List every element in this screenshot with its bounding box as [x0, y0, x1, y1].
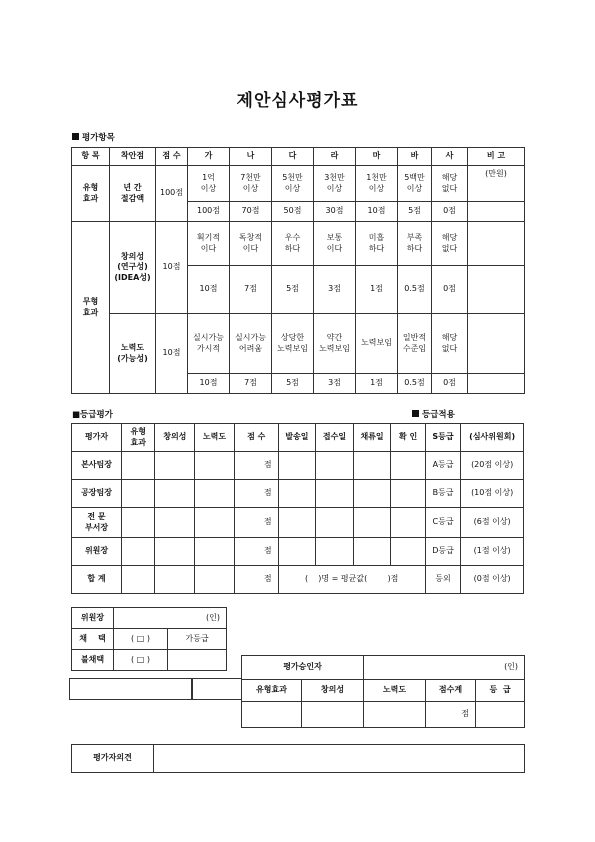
blank-field — [69, 678, 192, 700]
grade-range: (6점 이상) — [461, 508, 524, 538]
score-cell[interactable]: 점 — [234, 480, 278, 508]
note-cell — [468, 314, 525, 374]
level-cell: 실시가능 어려움 — [230, 314, 272, 374]
total-score[interactable]: 점 — [234, 566, 278, 594]
approver-seal[interactable]: (인) — [364, 656, 525, 680]
level-cell: 노력보임 — [356, 314, 398, 374]
header-da: 다 — [272, 148, 314, 166]
points-cell: 0점 — [432, 202, 468, 222]
header-score: 점 수 — [234, 424, 278, 452]
points-cell: 0.5점 — [398, 374, 432, 394]
table-row — [72, 452, 524, 480]
level-cell: 일반적 수준임 — [398, 314, 432, 374]
header-point: 착안점 — [110, 148, 156, 166]
input-cell[interactable] — [391, 538, 425, 566]
points-cell: 1점 — [356, 374, 398, 394]
input-cell[interactable] — [316, 480, 354, 508]
opinion-table — [71, 744, 525, 773]
input-cell[interactable] — [155, 508, 195, 538]
level-cell: 해당 없다 — [432, 314, 468, 374]
grade-table — [71, 423, 524, 594]
input-cell[interactable] — [353, 452, 391, 480]
note-cell — [468, 374, 525, 394]
input-cell[interactable] — [278, 538, 316, 566]
square-bullet-icon — [412, 410, 419, 417]
header-effort: 노력도 — [364, 680, 426, 702]
input-cell[interactable] — [391, 480, 425, 508]
header-received-date: 접수일 — [316, 424, 354, 452]
level-cell: 보통 이다 — [314, 222, 356, 266]
score-cell[interactable]: 점 — [234, 538, 278, 566]
blank-field — [192, 678, 242, 700]
grade-range: (10점 이상) — [461, 480, 524, 508]
input-cell[interactable] — [122, 538, 155, 566]
header-grade-s: S등급 — [425, 424, 460, 452]
page-title: 제안심사평가표 — [236, 91, 359, 111]
table-row — [72, 538, 524, 566]
evaluation-table — [71, 147, 525, 394]
level-cell: 미흡 하다 — [356, 222, 398, 266]
level-cell: 5백만 이상 — [398, 166, 432, 202]
header-confirm: 확 인 — [391, 424, 425, 452]
input-cell[interactable] — [195, 480, 235, 508]
category-tangible: 유형 효과 — [72, 166, 110, 222]
header-ra: 라 — [314, 148, 356, 166]
input-cell[interactable] — [353, 480, 391, 508]
input-cell[interactable] — [353, 538, 391, 566]
level-cell: 5천만 이상 — [272, 166, 314, 202]
row-label: 위원장 — [72, 538, 122, 566]
input-cell[interactable] — [195, 566, 235, 594]
section-grade-eval: ■등급평가 — [72, 410, 113, 420]
header-evaluator: 평가자 — [72, 424, 122, 452]
points-cell: 7점 — [230, 266, 272, 314]
input-cell[interactable] — [155, 452, 195, 480]
note-cell — [468, 266, 525, 314]
points-cell: 1점 — [356, 266, 398, 314]
points-cell: 50점 — [272, 202, 314, 222]
level-cell: 해당 없다 — [432, 166, 468, 202]
approver-table — [241, 655, 525, 728]
level-cell: 획기적 이다 — [188, 222, 230, 266]
input-cell[interactable] — [316, 538, 354, 566]
grade-name: B등급 — [425, 480, 460, 508]
input-cell[interactable] — [316, 452, 354, 480]
header-committee: (심사위원회) — [461, 424, 524, 452]
input-cell[interactable] — [353, 508, 391, 538]
points-cell: 3점 — [314, 266, 356, 314]
header-stay-days: 채류일 — [353, 424, 391, 452]
input-cell[interactable] — [278, 480, 316, 508]
points-cell: 5점 — [272, 266, 314, 314]
points-cell: 3점 — [314, 374, 356, 394]
section-grade-apply — [412, 408, 455, 420]
input-cell[interactable] — [155, 566, 195, 594]
points-cell: 5점 — [272, 374, 314, 394]
header-ma: 마 — [356, 148, 398, 166]
grade-range: (1점 이상) — [461, 538, 524, 566]
input-cell[interactable] — [122, 480, 155, 508]
point-effort: 노력도 (가능성) — [110, 314, 156, 394]
grade-ga: 가등급 — [168, 629, 227, 650]
points-cell: 10점 — [188, 266, 230, 314]
input-cell[interactable] — [122, 566, 155, 594]
table-row — [72, 508, 524, 538]
row-label: 본사팀장 — [72, 452, 122, 480]
note-cell — [468, 202, 525, 222]
reject-label: 불채택 — [72, 650, 114, 671]
input-cell[interactable] — [242, 702, 302, 728]
row-label: 공장팀장 — [72, 480, 122, 508]
level-cell: 우수 하다 — [272, 222, 314, 266]
input-cell[interactable] — [364, 702, 426, 728]
level-cell: 해당 없다 — [432, 222, 468, 266]
points-cell: 0점 — [432, 266, 468, 314]
score-tangible: 100점 — [156, 166, 188, 222]
header-tangible: 유형효과 — [242, 680, 302, 702]
header-creativity: 창의성 — [155, 424, 195, 452]
score-creativity: 10점 — [156, 222, 188, 314]
header-sent-date: 발송일 — [278, 424, 316, 452]
approver-label: 평가승인자 — [242, 656, 364, 680]
section-label: 등급적용 — [422, 410, 455, 420]
point-annual-savings: 년 간 절감액 — [110, 166, 156, 222]
header-note: 비 고 — [468, 148, 525, 166]
grade-name: D등급 — [425, 538, 460, 566]
score-cell[interactable]: 점 — [234, 452, 278, 480]
category-intangible: 무형 효과 — [72, 222, 110, 394]
input-cell[interactable] — [302, 702, 364, 728]
input-cell[interactable] — [476, 702, 525, 728]
points-cell: 100점 — [188, 202, 230, 222]
points-cell: 0점 — [432, 374, 468, 394]
opinion-input[interactable] — [154, 745, 525, 773]
header-grade: 등 급 — [476, 680, 525, 702]
grade-name: C등급 — [425, 508, 460, 538]
section-label: 평가항목 — [82, 133, 115, 143]
average-formula[interactable]: ( )명 = 평균값( )점 — [278, 566, 425, 594]
reject-checkbox[interactable]: ( □ ) — [114, 650, 168, 671]
level-cell: 실시가능 가시적 — [188, 314, 230, 374]
level-cell: 1천만 이상 — [356, 166, 398, 202]
square-bullet-icon — [72, 133, 79, 140]
header-score: 점 수 — [156, 148, 188, 166]
grade-name: A등급 — [425, 452, 460, 480]
chair-seal[interactable]: (인) — [114, 608, 227, 629]
points-cell: 0.5점 — [398, 266, 432, 314]
points-cell: 70점 — [230, 202, 272, 222]
grade-name: 등외 — [425, 566, 460, 594]
opinion-label: 평가자의견 — [72, 745, 154, 773]
input-cell[interactable] — [391, 508, 425, 538]
input-cell[interactable] — [278, 508, 316, 538]
level-cell: 약간 노력보임 — [314, 314, 356, 374]
header-na: 나 — [230, 148, 272, 166]
grade-range: (0점 이상) — [461, 566, 524, 594]
input-cell[interactable] — [278, 452, 316, 480]
level-cell: 부족 하다 — [398, 222, 432, 266]
score-cell[interactable]: 점 — [234, 508, 278, 538]
input-cell[interactable] — [122, 452, 155, 480]
input-cell[interactable] — [195, 508, 235, 538]
point-creativity: 창의성 (연구성) (IDEA성) — [110, 222, 156, 314]
total-score-cell[interactable]: 점 — [426, 702, 476, 728]
points-cell: 5점 — [398, 202, 432, 222]
empty-cell — [168, 650, 227, 671]
input-cell[interactable] — [195, 538, 235, 566]
input-cell[interactable] — [195, 452, 235, 480]
chair-label: 위원장 — [72, 608, 114, 629]
points-cell: 10점 — [356, 202, 398, 222]
header-ba: 바 — [398, 148, 432, 166]
header-ga: 가 — [188, 148, 230, 166]
level-cell: 독창적 이다 — [230, 222, 272, 266]
input-cell[interactable] — [155, 538, 195, 566]
level-cell: 7천만 이상 — [230, 166, 272, 202]
header-creativity: 창의성 — [302, 680, 364, 702]
input-cell[interactable] — [122, 508, 155, 538]
points-cell: 10점 — [188, 374, 230, 394]
total-row — [72, 566, 524, 594]
score-effort: 10점 — [156, 314, 188, 394]
header-sa: 사 — [432, 148, 468, 166]
row-label: 전 문 부서장 — [72, 508, 122, 538]
input-cell[interactable] — [316, 508, 354, 538]
points-cell: 30점 — [314, 202, 356, 222]
header-tangible: 유형 효과 — [122, 424, 155, 452]
note-unit: (만원) — [468, 166, 525, 202]
section-evaluation-items — [72, 131, 115, 143]
header-item: 항 목 — [72, 148, 110, 166]
level-cell: 3천만 이상 — [314, 166, 356, 202]
header-total-score: 점수계 — [426, 680, 476, 702]
level-cell: 1억 이상 — [188, 166, 230, 202]
note-cell — [468, 222, 525, 266]
level-cell: 상당한 노력보임 — [272, 314, 314, 374]
adopt-checkbox[interactable]: ( □ ) — [114, 629, 168, 650]
total-label: 합 계 — [72, 566, 122, 594]
grade-range: (20점 이상) — [461, 452, 524, 480]
committee-table — [71, 607, 227, 671]
input-cell[interactable] — [155, 480, 195, 508]
input-cell[interactable] — [391, 452, 425, 480]
header-effort: 노력도 — [195, 424, 235, 452]
table-row — [72, 480, 524, 508]
adopt-label: 채 택 — [72, 629, 114, 650]
points-cell: 7점 — [230, 374, 272, 394]
